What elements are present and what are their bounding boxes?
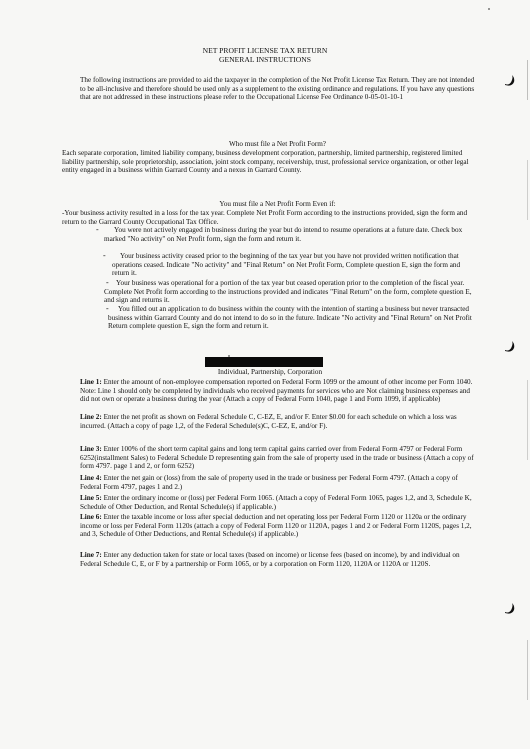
scan-edge-mark [527,160,528,220]
scan-speck [228,355,230,357]
line-text: Enter the amount of non-employee compensation reported on Federal Form 1099 or the amount of other income per Form 1040. Note: Line 1 should only be completed by individuals who received payments for services who are Not claiming business expenses and did not own or operate a business during the year (Attach a copy of Federal Form 1040, page 1 and Form 1099, if applicable) [80,378,473,404]
section-heading: Individual, Partnership, Corporation [217,368,323,376]
intro-paragraph: The following instructions are provided to aid the taxpayer in the completion of the Net Profit License Tax Return. They are not intended to be all-inclusive and therefore should be used only as a supplement to the existing ordinance and regulations. If you have any questions that are not addressed in these instructions please refer to the Occupational License Fee Ordinance 0-05-01-10-1 [80,76,475,102]
scan-edge-mark [527,640,528,700]
line-4-instruction [80,474,475,491]
line-text: Enter the net profit as shown on Federal Schedule C, C-EZ, E, and/or F. Enter $0.00 for each schedule on which a loss was incurred. (Attach a copy of page 1,2, of the Federal Schedule(s)C, C-EZ, E, and/or F). [80,413,457,430]
line-1-instruction [80,378,475,404]
line-label: Line 2: [80,413,102,421]
bullet-item: Your business activity ceased prior to the beginning of the tax year but you have not provided written notification that operations ceased. Indicate "No activity" and "Final Return" on Net Profit Form, Complete question E, sign the form and return it. [112,252,461,278]
line-label: Line 1: [80,378,102,386]
line-text: Enter 100% of the short term capital gains and long term capital gains carried over from Federal Form 4797 or Federal Form 6252(installment Sales) to Federal Schedule D representing gain from the sale of property used in the trade or business (Attach a copy of form 4797. page 1 and 2, or form 6252) [80,445,474,471]
line-label: Line 7: [80,551,102,559]
scan-edge-mark [527,380,528,460]
punch-hole-icon [503,340,515,354]
punch-hole-icon [503,602,515,616]
document-subtitle: GENERAL INSTRUCTIONS [219,55,311,64]
document-title: NET PROFIT LICENSE TAX RETURN [202,46,328,55]
line-label: Line 6: [80,513,102,521]
bullet-item: You were not actively engaged in business during the year but do intend to resume operations at a future date. Check box marked "No activity" on Net Profit form, sign the form and return it. [104,226,463,243]
punch-hole-icon [503,74,515,88]
line-7-instruction [80,551,475,568]
line-label: Line 5: [80,494,102,502]
bullet-marker: - [106,304,109,313]
line-6-instruction [80,513,475,539]
line-text: Enter any deduction taken for state or local taxes (based on income) or license fees (based on income), by and individual on Federal Schedule C, E, or F by a partnership or Form 1065, or by a corporation on Form 1120, 1120A or 1120A or 1120S. [80,551,460,568]
bullet-marker: - [106,278,109,287]
line-text: Enter the ordinary income or (loss) per Federal Form 1065. (Attach a copy of Federal Form 1065, pages 1,2, and 3, Schedule K, Schedule of Other Deduction, and Rental Schedule(s) if applicable.) [80,494,472,511]
scan-speck [488,8,490,10]
who-must-file-paragraph: Each separate corporation, limited liability company, business development corporation, partnership, limited partnership, registered limited liability partnership, sole proprietorship, association, joint stock company, receivership, trust, professional service organization, or other legal entity engaged in a business within Garrard County and a nexus in Garrard County. [62,149,469,175]
line-text: Enter the net gain or (loss) from the sale of property used in the trade or business per Federal Form 4797. (Attach a copy of Federal Form 4797, pages 1 and 2.) [80,474,458,491]
line-3-instruction [80,445,475,471]
bullet-marker: - [103,251,106,260]
line-label: Line 4: [80,474,102,482]
line-text: Enter the taxable income or loss after special deduction and net operating loss per Federal Form 1120 or 1120a or the ordinary income or loss per Federal Form 1120s (attach a copy of Federal Form 1120 or 1120A, pages 1 and 2 or Federal Form 1120S, pages 1,2, and 3, Schedule of Other Deductions, and Rental Schedule(s) if applicable.) [80,513,472,539]
redacted-block [205,357,323,367]
bullet-item: You filled out an application to do business within the county with the intention of starting a business but never transacted business within Garrard County and do not intend to do so in the future. Indicate "No activity and "Final Return" on Net Profit Return complete question E, sign the form and return it. [108,305,472,331]
bullet-item: Your business was operational for a portion of the tax year but ceased operation prior to the completion of the fiscal year. Complete Net Profit form according to the instructions provided and indicates "Final Return" on the form, complete question E, and sign and returns it. [104,279,472,305]
line-5-instruction [80,494,475,511]
even-if-heading: You must file a Net Profit Form Even if: [219,200,336,208]
who-must-file-heading: Who must file a Net Profit Form? [228,140,326,148]
line-2-instruction [80,413,475,430]
line-label: Line 3: [80,445,102,453]
bullet-marker: - [96,225,99,234]
scan-edge-mark [527,60,528,100]
even-if-first-item: -Your business activity resulted in a loss for the tax year. Complete Net Profit Form according to the instructions provided, sign the form and return to the Garrard County Occupational Tax Office. [62,209,468,226]
